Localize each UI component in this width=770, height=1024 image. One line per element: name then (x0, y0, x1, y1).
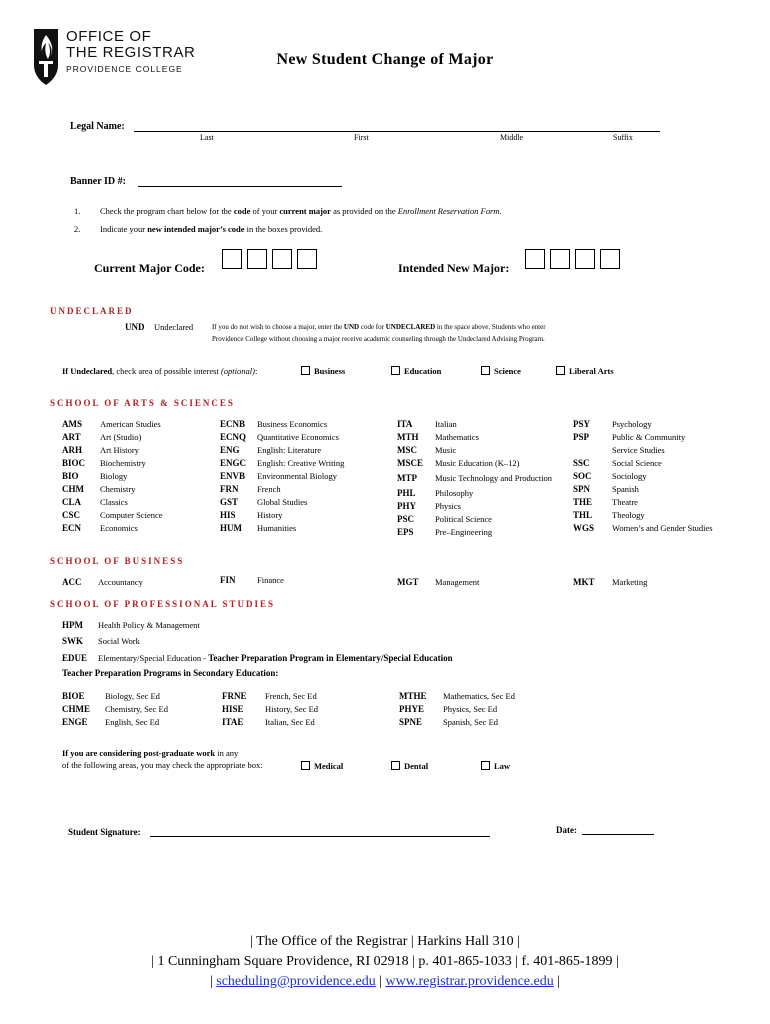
list-item: MTP Music Technology and Production (397, 473, 553, 483)
list-item: PSP Public & Community (573, 432, 686, 442)
list-item: GST Global Studies (220, 497, 308, 507)
checkbox-icon[interactable] (301, 366, 310, 375)
list-item: CSC Computer Science (62, 510, 163, 520)
list-item: MTH Mathematics (397, 432, 479, 442)
list-item: Service Studies (612, 445, 665, 455)
date-label: Date: (556, 825, 577, 835)
legal-name-label: Legal Name: (70, 121, 125, 132)
current-code-box-2[interactable] (247, 249, 267, 269)
list-item: HISE History, Sec Ed (222, 704, 319, 714)
banner-id-label: Banner ID #: (70, 176, 126, 187)
date-field[interactable] (582, 834, 654, 835)
footer-line-1: | The Office of the Registrar | Harkins Hall 310 | (250, 934, 520, 949)
list-item: ARH Art History (62, 445, 139, 455)
list-item: EPS Pre–Engineering (397, 527, 493, 537)
sec-ed-col-3 (399, 688, 515, 727)
intended-code-box-2[interactable] (550, 249, 570, 269)
sec-ed-col-2 (222, 688, 318, 727)
list-item: ENG English: Literature (220, 445, 321, 455)
arts-col-2 (220, 416, 344, 533)
name-part-middle: Middle (500, 133, 524, 142)
intended-major-code-boxes[interactable] (525, 249, 625, 274)
professional-heading: SCHOOL OF PROFESSIONAL STUDIES (50, 599, 275, 609)
footer-line-3: | scheduling@providence.edu | www.registrar.providence.edu | (209, 974, 561, 989)
list-item: FRNE French, Sec Ed (222, 691, 317, 701)
checkbox-icon[interactable] (391, 366, 400, 375)
list-item: FIN Finance (220, 575, 284, 585)
undeclared-name: Undeclared (154, 322, 194, 332)
arts-col-3a (397, 416, 552, 483)
list-item: PHL Philosophy (397, 488, 474, 498)
list-item: BIOE Biology, Sec Ed (62, 691, 160, 701)
list-item: SOC Sociology (573, 471, 647, 481)
instruction-1: 1. Check the program chart below for the code of your current major as provided on the Enrollment Reservation Form. (74, 206, 502, 216)
list-item: MKT Marketing (573, 577, 648, 587)
list-item: MTHE Mathematics, Sec Ed (399, 691, 515, 701)
checkbox-icon[interactable] (556, 366, 565, 375)
current-code-box-4[interactable] (297, 249, 317, 269)
current-code-box-3[interactable] (272, 249, 292, 269)
list-item: SWK Social Work (62, 636, 140, 646)
undeclared-heading: UNDECLARED (50, 306, 134, 316)
list-item: ECNQ Quantitative Economics (220, 432, 339, 442)
arts-col-4 (573, 416, 713, 533)
logo-line-1: OFFICE OF (66, 28, 152, 45)
list-item: PSY Psychology (573, 419, 652, 429)
name-part-last: Last (200, 133, 214, 142)
interest-liberal-arts[interactable]: Liberal Arts (556, 366, 614, 376)
banner-id-field[interactable] (138, 186, 342, 187)
list-item: HPM Health Policy & Management (62, 620, 200, 630)
list-item: ENGE English, Sec Ed (62, 717, 160, 727)
list-item: CHME Chemistry, Sec Ed (62, 704, 168, 714)
checkbox-icon[interactable] (391, 761, 400, 770)
undeclared-interest-label: If Undeclared, check area of possible interest (optional): (62, 366, 258, 376)
arts-col-3b (397, 485, 492, 537)
postgrad-law[interactable]: Law (481, 761, 510, 771)
list-item: SPN Spanish (573, 484, 639, 494)
list-item: THE Theatre (573, 497, 638, 507)
name-part-first: First (354, 133, 369, 142)
sec-ed-col-1 (62, 688, 168, 727)
list-item: CLA Classics (62, 497, 128, 507)
list-item: ACC Accountancy (62, 577, 143, 587)
list-item: ITAE Italian, Sec Ed (222, 717, 315, 727)
business-heading: SCHOOL OF BUSINESS (50, 556, 185, 566)
checkbox-icon[interactable] (481, 366, 490, 375)
current-code-box-1[interactable] (222, 249, 242, 269)
list-item: ART Art (Studio) (62, 432, 142, 442)
list-item: ECNB Business Economics (220, 419, 328, 429)
arts-col-1 (62, 416, 163, 533)
list-item: MSCE Music Education (K–12) (397, 458, 520, 468)
instruction-2: 2. Indicate your new intended major’s code in the boxes provided. (74, 224, 323, 234)
list-item: MGT Management (397, 577, 480, 587)
list-item: CHM Chemistry (62, 484, 136, 494)
list-item: PSC Political Science (397, 514, 492, 524)
current-major-code-boxes[interactable] (222, 249, 322, 274)
list-item: BIOC Biochemistry (62, 458, 146, 468)
list-item: THL Theology (573, 510, 645, 520)
list-item: MSC Music (397, 445, 457, 455)
list-item: SPNE Spanish, Sec Ed (399, 717, 499, 727)
logo-line-3: PROVIDENCE COLLEGE (66, 64, 183, 74)
list-item: ITA Italian (397, 419, 457, 429)
list-item: PHYE Physics, Sec Ed (399, 704, 498, 714)
list-item: EDUE Elementary/Special Education - Teacher Preparation Program in Elementary/Special Education (62, 653, 453, 663)
intended-code-box-1[interactable] (525, 249, 545, 269)
interest-business[interactable]: Business (301, 366, 345, 376)
signature-label: Student Signature: (68, 827, 141, 837)
undeclared-code: UND (125, 322, 145, 332)
footer-line-2: | 1 Cunningham Square Providence, RI 02918 | p. 401-865-1033 | f. 401-865-1899 | (151, 954, 619, 969)
page-title: New Student Change of Major (276, 51, 494, 68)
list-item: ENVB Environmental Biology (220, 471, 338, 481)
list-item: SSC Social Science (573, 458, 662, 468)
intended-code-box-4[interactable] (600, 249, 620, 269)
checkbox-icon[interactable] (301, 761, 310, 770)
list-item: PHY Physics (397, 501, 461, 511)
list-item: AMS American Studies (62, 419, 161, 429)
legal-name-field[interactable] (134, 131, 660, 132)
list-item: HUM Humanities (220, 523, 297, 533)
interest-science[interactable]: Science (481, 366, 521, 376)
list-item: ECN Economics (62, 523, 138, 533)
undeclared-note-1: If you do not wish to choose a major, enter the UND code for UNDECLARED in the space above. Students who enter (212, 323, 546, 331)
list-item: ENGC English: Creative Writing (220, 458, 345, 468)
checkbox-icon[interactable] (481, 761, 490, 770)
list-item: WGS Women’s and Gender Studies (573, 523, 713, 533)
name-part-suffix: Suffix (613, 133, 633, 142)
postgrad-label-1: If you are considering post-graduate work in any (62, 748, 239, 758)
signature-field[interactable] (150, 836, 490, 837)
list-item: FRN French (220, 484, 281, 494)
intended-code-box-3[interactable] (575, 249, 595, 269)
postgrad-medical[interactable]: Medical (301, 761, 343, 771)
undeclared-note-2: Providence College without choosing a major receive academic counseling through the Undeclared Advising Program. (212, 335, 545, 343)
website-link[interactable]: www.registrar.providence.edu (385, 974, 554, 989)
logo-line-2: THE REGISTRAR (66, 44, 196, 61)
list-item: HIS History (220, 510, 283, 520)
interest-education[interactable]: Education (391, 366, 441, 376)
list-item: BIO Biology (62, 471, 128, 481)
postgrad-dental[interactable]: Dental (391, 761, 428, 771)
current-major-label: Current Major Code: (94, 261, 205, 275)
postgrad-label-2: of the following areas, you may check the appropriate box: (62, 760, 263, 770)
intended-major-label: Intended New Major: (398, 261, 510, 275)
arts-sciences-heading: SCHOOL OF ARTS & SCIENCES (50, 398, 235, 408)
secondary-ed-heading: Teacher Preparation Programs in Secondary Education: (62, 668, 279, 678)
email-link[interactable]: scheduling@providence.edu (216, 974, 376, 989)
